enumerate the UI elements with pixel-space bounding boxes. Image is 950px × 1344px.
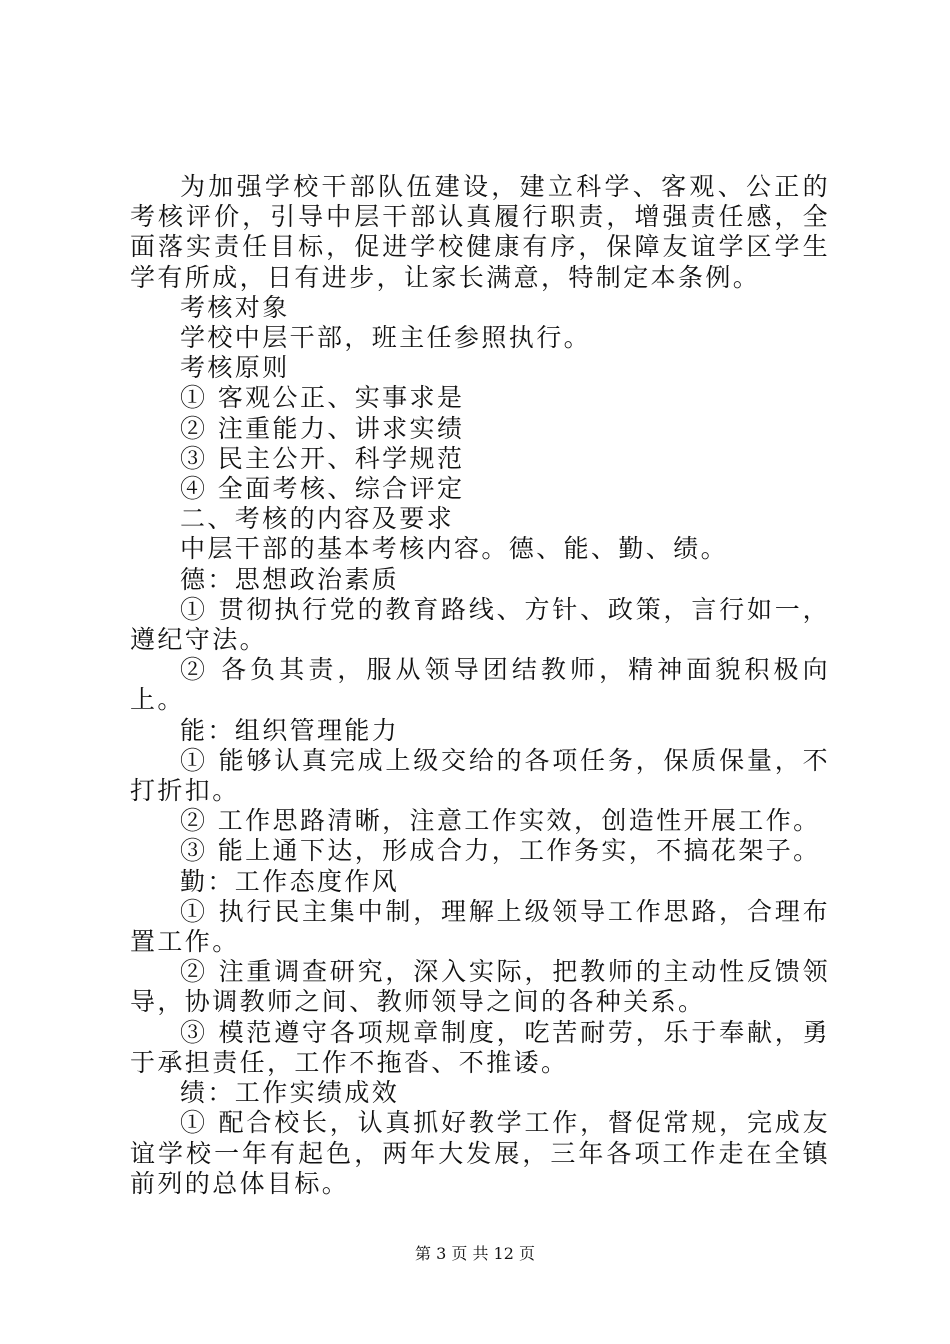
heading-assessment-principles: 考核原则 xyxy=(180,353,290,383)
morality-item: ② 各负其责，服从领导团结教师，精神面貌积极向上。 xyxy=(130,655,830,715)
page-footer: 第 3 页 共 12 页 xyxy=(415,1244,535,1263)
principle-item: ④ 全面考核、综合评定 xyxy=(180,474,465,504)
ability-item: ③ 能上通下达，形成合力，工作务实，不搞花架子。 xyxy=(180,836,821,866)
ability-item: ② 工作思路清晰，注意工作实效，创造性开展工作。 xyxy=(180,806,821,836)
content-summary: 中层干部的基本考核内容。德、能、勤、绩。 xyxy=(180,534,729,564)
section-heading-content: 二、考核的内容及要求 xyxy=(180,504,455,534)
ability-item: ① 能够认真完成上级交给的各项任务，保质保量，不打折扣。 xyxy=(130,745,830,806)
heading-assessment-target: 考核对象 xyxy=(180,292,290,322)
diligence-item: ③ 模范遵守各项规章制度，吃苦耐劳，乐于奉献，勇于承担责任，工作不拖沓、不推诿。 xyxy=(130,1017,830,1077)
document-body xyxy=(130,172,830,1199)
heading-diligence: 勤：工作态度作风 xyxy=(180,866,400,896)
intro-paragraph: 为加强学校干部队伍建设，建立科学、客观、公正的考核评价，引导中层干部认真履行职责，增强责任感，全面落实责任目标，促进学校健康有序，保障友谊学区学生学有所成，日有进步，让家长满意，特制定本条例。 xyxy=(130,172,830,292)
assessment-target-text: 学校中层干部，班主任参照执行。 xyxy=(180,323,592,353)
diligence-item: ② 注重调查研究，深入实际，把教师的主动性反馈领导，协调教师之间、教师领导之间的各种关系。 xyxy=(130,957,830,1017)
principle-item: ① 客观公正、实事求是 xyxy=(180,383,465,413)
diligence-item: ① 执行民主集中制，理解上级领导工作思路，合理布置工作。 xyxy=(130,896,830,957)
heading-performance: 绩：工作实绩成效 xyxy=(180,1078,400,1108)
principle-item: ② 注重能力、讲求实绩 xyxy=(180,413,465,443)
principle-item: ③ 民主公开、科学规范 xyxy=(180,443,465,473)
morality-item: ① 贯彻执行党的教育路线、方针、政策，言行如一，遵纪守法。 xyxy=(130,594,830,655)
performance-item: ① 配合校长，认真抓好教学工作，督促常规，完成友谊学校一年有起色，两年大发展，三年各项工作走在全镇前列的总体目标。 xyxy=(130,1108,830,1198)
heading-ability: 能：组织管理能力 xyxy=(180,715,400,745)
heading-morality: 德：思想政治素质 xyxy=(180,564,400,594)
